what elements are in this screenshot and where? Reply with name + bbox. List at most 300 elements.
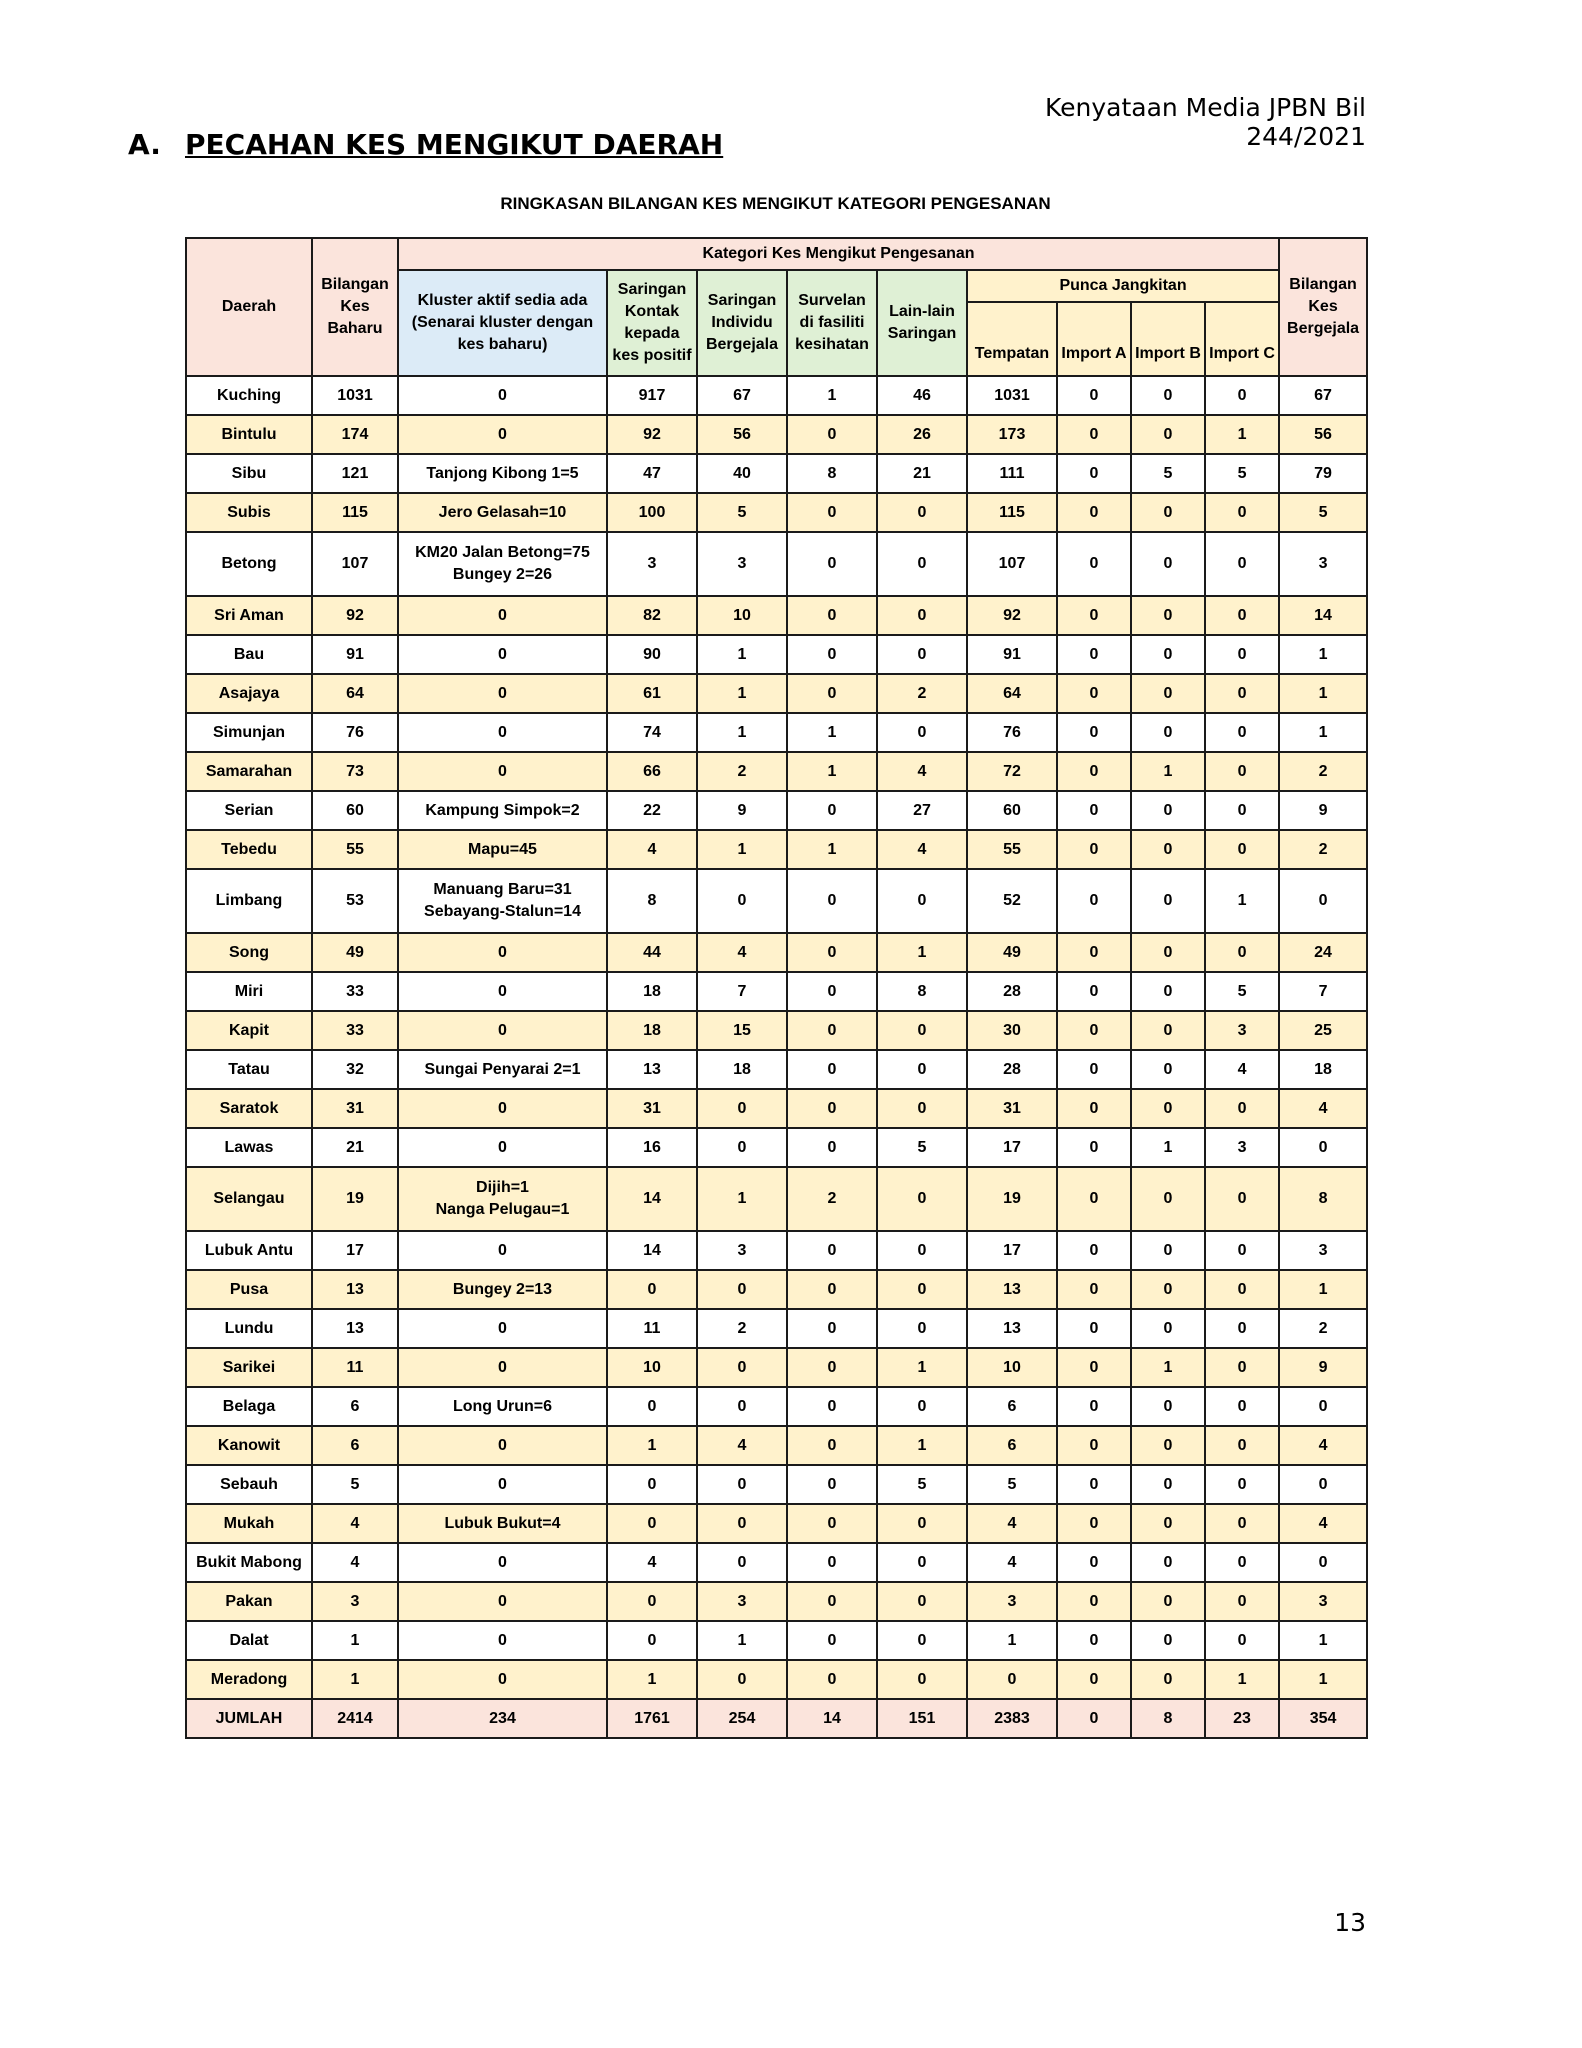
cell-import-a: 0 bbox=[1057, 1582, 1131, 1621]
cell-import-b: 0 bbox=[1131, 532, 1205, 596]
cell-bilangan-kes-bergejala: 0 bbox=[1279, 1543, 1367, 1582]
cell-saringan-kontak: 1 bbox=[607, 1660, 697, 1699]
cell-import-b: 0 bbox=[1131, 791, 1205, 830]
cell-tempatan: 52 bbox=[967, 869, 1057, 933]
cell-survelan: 0 bbox=[787, 869, 877, 933]
cell-import-b: 0 bbox=[1131, 1231, 1205, 1270]
cell-bilangan-kes-baharu: 5 bbox=[312, 1465, 398, 1504]
cell-lain-lain: 0 bbox=[877, 1504, 967, 1543]
cell-saringan-individu: 0 bbox=[697, 1089, 787, 1128]
cell-lain-lain: 1 bbox=[877, 933, 967, 972]
cell-saringan-individu: 1 bbox=[697, 635, 787, 674]
table-row bbox=[186, 454, 1367, 493]
cell-import-c: 3 bbox=[1205, 1011, 1279, 1050]
cell-bilangan-kes-bergejala: 3 bbox=[1279, 1582, 1367, 1621]
table-row bbox=[186, 596, 1367, 635]
total-cell-bilangan-kes-bergejala: 354 bbox=[1279, 1699, 1367, 1738]
cell-bilangan-kes-baharu: 107 bbox=[312, 532, 398, 596]
cell-saringan-individu: 40 bbox=[697, 454, 787, 493]
cell-bilangan-kes-bergejala: 1 bbox=[1279, 1660, 1367, 1699]
cell-kluster: 0 bbox=[398, 1309, 607, 1348]
cell-saringan-individu: 0 bbox=[697, 1465, 787, 1504]
cell-import-c: 0 bbox=[1205, 1504, 1279, 1543]
cell-import-c: 0 bbox=[1205, 376, 1279, 415]
cell-saringan-kontak: 100 bbox=[607, 493, 697, 532]
cell-lain-lain: 4 bbox=[877, 752, 967, 791]
cell-kluster: Long Urun=6 bbox=[398, 1387, 607, 1426]
cell-tempatan: 4 bbox=[967, 1504, 1057, 1543]
cell-import-b: 0 bbox=[1131, 1309, 1205, 1348]
cell-import-c: 0 bbox=[1205, 1167, 1279, 1231]
section-title: PECAHAN KES MENGIKUT DAERAH bbox=[185, 128, 724, 161]
cell-survelan: 0 bbox=[787, 1270, 877, 1309]
cell-survelan: 0 bbox=[787, 1387, 877, 1426]
cell-import-a: 0 bbox=[1057, 532, 1131, 596]
cell-bilangan-kes-baharu: 31 bbox=[312, 1089, 398, 1128]
table-row bbox=[186, 415, 1367, 454]
cell-import-c: 0 bbox=[1205, 596, 1279, 635]
header-saringan-kontak: Saringan Kontak kepada kes positif bbox=[607, 270, 697, 376]
cell-import-a: 0 bbox=[1057, 1621, 1131, 1660]
cell-import-c: 0 bbox=[1205, 933, 1279, 972]
cell-lain-lain: 0 bbox=[877, 596, 967, 635]
cell-lain-lain: 0 bbox=[877, 1660, 967, 1699]
cell-saringan-kontak: 0 bbox=[607, 1621, 697, 1660]
table-row bbox=[186, 1270, 1367, 1309]
cell-daerah: Samarahan bbox=[186, 752, 312, 791]
cell-saringan-individu: 2 bbox=[697, 752, 787, 791]
cell-saringan-individu: 4 bbox=[697, 933, 787, 972]
cell-tempatan: 64 bbox=[967, 674, 1057, 713]
cell-import-b: 0 bbox=[1131, 376, 1205, 415]
cell-daerah: Bukit Mabong bbox=[186, 1543, 312, 1582]
header-punca-jangkitan: Punca Jangkitan bbox=[967, 270, 1279, 302]
cell-survelan: 0 bbox=[787, 1543, 877, 1582]
cell-daerah: Mukah bbox=[186, 1504, 312, 1543]
cell-bilangan-kes-bergejala: 2 bbox=[1279, 830, 1367, 869]
cell-kluster: 0 bbox=[398, 1621, 607, 1660]
cell-bilangan-kes-bergejala: 1 bbox=[1279, 713, 1367, 752]
cell-lain-lain: 5 bbox=[877, 1128, 967, 1167]
cell-import-c: 4 bbox=[1205, 1050, 1279, 1089]
header-survelan: Survelan di fasiliti kesihatan bbox=[787, 270, 877, 376]
cell-kluster: 0 bbox=[398, 415, 607, 454]
cell-saringan-individu: 10 bbox=[697, 596, 787, 635]
cell-tempatan: 60 bbox=[967, 791, 1057, 830]
cell-import-c: 0 bbox=[1205, 1582, 1279, 1621]
cell-tempatan: 111 bbox=[967, 454, 1057, 493]
cell-bilangan-kes-bergejala: 56 bbox=[1279, 415, 1367, 454]
cell-daerah: Belaga bbox=[186, 1387, 312, 1426]
cell-survelan: 0 bbox=[787, 674, 877, 713]
cell-kluster: 0 bbox=[398, 1582, 607, 1621]
cell-lain-lain: 46 bbox=[877, 376, 967, 415]
cell-import-a: 0 bbox=[1057, 596, 1131, 635]
cell-import-c: 1 bbox=[1205, 869, 1279, 933]
cell-daerah: Serian bbox=[186, 791, 312, 830]
cell-import-a: 0 bbox=[1057, 674, 1131, 713]
cell-tempatan: 13 bbox=[967, 1309, 1057, 1348]
table-row bbox=[186, 1387, 1367, 1426]
cell-survelan: 0 bbox=[787, 1089, 877, 1128]
cell-lain-lain: 0 bbox=[877, 1231, 967, 1270]
cell-saringan-individu: 0 bbox=[697, 1504, 787, 1543]
cell-saringan-individu: 1 bbox=[697, 674, 787, 713]
cell-import-b: 0 bbox=[1131, 415, 1205, 454]
cell-saringan-individu: 1 bbox=[697, 713, 787, 752]
cell-lain-lain: 0 bbox=[877, 1089, 967, 1128]
total-cell-tempatan: 2383 bbox=[967, 1699, 1057, 1738]
cell-daerah: Asajaya bbox=[186, 674, 312, 713]
cell-saringan-individu: 4 bbox=[697, 1426, 787, 1465]
cell-import-c: 0 bbox=[1205, 1309, 1279, 1348]
cell-import-b: 0 bbox=[1131, 635, 1205, 674]
cell-import-b: 0 bbox=[1131, 869, 1205, 933]
cell-daerah: Lawas bbox=[186, 1128, 312, 1167]
cell-saringan-kontak: 8 bbox=[607, 869, 697, 933]
cell-tempatan: 1 bbox=[967, 1621, 1057, 1660]
cell-daerah: Meradong bbox=[186, 1660, 312, 1699]
table-row bbox=[186, 376, 1367, 415]
cell-import-b: 1 bbox=[1131, 1128, 1205, 1167]
cell-survelan: 0 bbox=[787, 1504, 877, 1543]
cell-import-b: 0 bbox=[1131, 1270, 1205, 1309]
cell-kluster: 0 bbox=[398, 1543, 607, 1582]
table-row bbox=[186, 1167, 1367, 1231]
header-daerah: Daerah bbox=[186, 238, 312, 376]
total-cell-survelan: 14 bbox=[787, 1699, 877, 1738]
cell-bilangan-kes-baharu: 1 bbox=[312, 1660, 398, 1699]
cell-bilangan-kes-bergejala: 1 bbox=[1279, 674, 1367, 713]
cell-import-a: 0 bbox=[1057, 1465, 1131, 1504]
cell-survelan: 0 bbox=[787, 1128, 877, 1167]
cell-bilangan-kes-baharu: 11 bbox=[312, 1348, 398, 1387]
total-row bbox=[186, 1699, 1367, 1738]
cell-saringan-kontak: 11 bbox=[607, 1309, 697, 1348]
cell-saringan-kontak: 61 bbox=[607, 674, 697, 713]
cell-saringan-kontak: 47 bbox=[607, 454, 697, 493]
header-saringan-individu: Saringan Individu Bergejala bbox=[697, 270, 787, 376]
cell-lain-lain: 0 bbox=[877, 1050, 967, 1089]
cell-saringan-individu: 1 bbox=[697, 1167, 787, 1231]
cell-saringan-kontak: 14 bbox=[607, 1167, 697, 1231]
cell-bilangan-kes-bergejala: 18 bbox=[1279, 1050, 1367, 1089]
cell-bilangan-kes-baharu: 91 bbox=[312, 635, 398, 674]
cell-bilangan-kes-bergejala: 14 bbox=[1279, 596, 1367, 635]
cell-lain-lain: 0 bbox=[877, 1270, 967, 1309]
cell-tempatan: 31 bbox=[967, 1089, 1057, 1128]
cell-kluster: 0 bbox=[398, 752, 607, 791]
cell-import-c: 0 bbox=[1205, 635, 1279, 674]
cell-saringan-individu: 9 bbox=[697, 791, 787, 830]
cell-kluster: Lubuk Bukut=4 bbox=[398, 1504, 607, 1543]
cell-saringan-individu: 0 bbox=[697, 1348, 787, 1387]
cell-survelan: 0 bbox=[787, 972, 877, 1011]
cell-saringan-individu: 67 bbox=[697, 376, 787, 415]
cell-daerah: Sibu bbox=[186, 454, 312, 493]
table-row bbox=[186, 713, 1367, 752]
cell-survelan: 0 bbox=[787, 933, 877, 972]
cell-tempatan: 0 bbox=[967, 1660, 1057, 1699]
cell-bilangan-kes-baharu: 4 bbox=[312, 1504, 398, 1543]
total-cell-import-c: 23 bbox=[1205, 1699, 1279, 1738]
cell-import-a: 0 bbox=[1057, 972, 1131, 1011]
cell-tempatan: 6 bbox=[967, 1426, 1057, 1465]
cell-daerah: Simunjan bbox=[186, 713, 312, 752]
cell-bilangan-kes-baharu: 13 bbox=[312, 1270, 398, 1309]
cell-daerah: Betong bbox=[186, 532, 312, 596]
cell-saringan-kontak: 31 bbox=[607, 1089, 697, 1128]
cell-saringan-individu: 0 bbox=[697, 1543, 787, 1582]
cell-tempatan: 115 bbox=[967, 493, 1057, 532]
cell-saringan-kontak: 1 bbox=[607, 1426, 697, 1465]
cell-tempatan: 6 bbox=[967, 1387, 1057, 1426]
cell-daerah: Bau bbox=[186, 635, 312, 674]
cell-lain-lain: 0 bbox=[877, 869, 967, 933]
cell-lain-lain: 26 bbox=[877, 415, 967, 454]
cell-import-c: 0 bbox=[1205, 1621, 1279, 1660]
cell-bilangan-kes-baharu: 33 bbox=[312, 1011, 398, 1050]
cell-kluster: Bungey 2=13 bbox=[398, 1270, 607, 1309]
table-row bbox=[186, 791, 1367, 830]
cell-survelan: 0 bbox=[787, 635, 877, 674]
cell-bilangan-kes-baharu: 6 bbox=[312, 1387, 398, 1426]
header-import-b: Import B bbox=[1131, 302, 1205, 376]
cell-saringan-kontak: 0 bbox=[607, 1504, 697, 1543]
cell-import-a: 0 bbox=[1057, 1128, 1131, 1167]
cell-import-a: 0 bbox=[1057, 1348, 1131, 1387]
cell-kluster: 0 bbox=[398, 635, 607, 674]
cell-import-b: 0 bbox=[1131, 1621, 1205, 1660]
table-row bbox=[186, 532, 1367, 596]
cell-import-b: 0 bbox=[1131, 933, 1205, 972]
cell-bilangan-kes-baharu: 55 bbox=[312, 830, 398, 869]
table-row bbox=[186, 1050, 1367, 1089]
total-cell-kluster: 234 bbox=[398, 1699, 607, 1738]
cell-survelan: 0 bbox=[787, 596, 877, 635]
cell-tempatan: 28 bbox=[967, 972, 1057, 1011]
cell-lain-lain: 0 bbox=[877, 1167, 967, 1231]
cell-bilangan-kes-bergejala: 1 bbox=[1279, 1270, 1367, 1309]
cell-tempatan: 10 bbox=[967, 1348, 1057, 1387]
header-bilangan-kes-baharu: Bilangan Kes Baharu bbox=[312, 238, 398, 376]
cell-import-c: 5 bbox=[1205, 972, 1279, 1011]
cell-daerah: Limbang bbox=[186, 869, 312, 933]
cell-saringan-individu: 3 bbox=[697, 1231, 787, 1270]
cell-saringan-kontak: 0 bbox=[607, 1582, 697, 1621]
cell-lain-lain: 0 bbox=[877, 1309, 967, 1348]
table-body bbox=[186, 376, 1367, 1738]
cell-lain-lain: 0 bbox=[877, 1387, 967, 1426]
cell-bilangan-kes-bergejala: 67 bbox=[1279, 376, 1367, 415]
cell-bilangan-kes-bergejala: 4 bbox=[1279, 1089, 1367, 1128]
cell-saringan-individu: 7 bbox=[697, 972, 787, 1011]
cell-import-b: 0 bbox=[1131, 1387, 1205, 1426]
cell-daerah: Subis bbox=[186, 493, 312, 532]
total-cell-import-b: 8 bbox=[1131, 1699, 1205, 1738]
cell-daerah: Saratok bbox=[186, 1089, 312, 1128]
cell-import-a: 0 bbox=[1057, 1504, 1131, 1543]
cell-survelan: 8 bbox=[787, 454, 877, 493]
cell-tempatan: 30 bbox=[967, 1011, 1057, 1050]
cell-tempatan: 72 bbox=[967, 752, 1057, 791]
cell-survelan: 0 bbox=[787, 1582, 877, 1621]
cell-lain-lain: 4 bbox=[877, 830, 967, 869]
cell-bilangan-kes-bergejala: 2 bbox=[1279, 1309, 1367, 1348]
cell-kluster: Dijih=1 Nanga Pelugau=1 bbox=[398, 1167, 607, 1231]
cell-saringan-kontak: 4 bbox=[607, 1543, 697, 1582]
cell-import-b: 0 bbox=[1131, 1582, 1205, 1621]
cell-tempatan: 5 bbox=[967, 1465, 1057, 1504]
cell-bilangan-kes-bergejala: 9 bbox=[1279, 1348, 1367, 1387]
table-row bbox=[186, 933, 1367, 972]
cell-lain-lain: 1 bbox=[877, 1426, 967, 1465]
cell-bilangan-kes-bergejala: 5 bbox=[1279, 493, 1367, 532]
cell-import-c: 0 bbox=[1205, 532, 1279, 596]
cell-saringan-kontak: 18 bbox=[607, 1011, 697, 1050]
cell-import-b: 0 bbox=[1131, 1426, 1205, 1465]
cell-tempatan: 173 bbox=[967, 415, 1057, 454]
cell-import-a: 0 bbox=[1057, 635, 1131, 674]
cell-bilangan-kes-baharu: 4 bbox=[312, 1543, 398, 1582]
cell-bilangan-kes-bergejala: 1 bbox=[1279, 1621, 1367, 1660]
header-bilangan-kes-bergejala: Bilangan Kes Bergejala bbox=[1279, 238, 1367, 376]
cell-daerah: Lundu bbox=[186, 1309, 312, 1348]
header-kategori: Kategori Kes Mengikut Pengesanan bbox=[398, 238, 1279, 270]
cell-import-b: 0 bbox=[1131, 1167, 1205, 1231]
cell-import-b: 5 bbox=[1131, 454, 1205, 493]
cell-import-a: 0 bbox=[1057, 791, 1131, 830]
cell-kluster: Jero Gelasah=10 bbox=[398, 493, 607, 532]
cell-saringan-individu: 1 bbox=[697, 1621, 787, 1660]
cell-lain-lain: 27 bbox=[877, 791, 967, 830]
cell-bilangan-kes-bergejala: 7 bbox=[1279, 972, 1367, 1011]
cell-lain-lain: 0 bbox=[877, 635, 967, 674]
cell-lain-lain: 2 bbox=[877, 674, 967, 713]
cell-saringan-individu: 3 bbox=[697, 1582, 787, 1621]
cell-import-c: 1 bbox=[1205, 1660, 1279, 1699]
cell-bilangan-kes-bergejala: 3 bbox=[1279, 1231, 1367, 1270]
cell-saringan-individu: 2 bbox=[697, 1309, 787, 1348]
cell-survelan: 0 bbox=[787, 493, 877, 532]
cell-survelan: 0 bbox=[787, 1465, 877, 1504]
cell-import-a: 0 bbox=[1057, 1543, 1131, 1582]
cell-lain-lain: 5 bbox=[877, 1465, 967, 1504]
cell-bilangan-kes-baharu: 33 bbox=[312, 972, 398, 1011]
cell-import-c: 0 bbox=[1205, 493, 1279, 532]
total-cell-bilangan-kes-baharu: 2414 bbox=[312, 1699, 398, 1738]
cell-bilangan-kes-bergejala: 2 bbox=[1279, 752, 1367, 791]
cell-kluster: Manuang Baru=31 Sebayang-Stalun=14 bbox=[398, 869, 607, 933]
cell-import-c: 5 bbox=[1205, 454, 1279, 493]
cell-tempatan: 92 bbox=[967, 596, 1057, 635]
cell-import-c: 1 bbox=[1205, 415, 1279, 454]
cell-bilangan-kes-baharu: 13 bbox=[312, 1309, 398, 1348]
cell-import-b: 0 bbox=[1131, 1660, 1205, 1699]
cell-bilangan-kes-bergejala: 4 bbox=[1279, 1504, 1367, 1543]
cell-import-b: 0 bbox=[1131, 1504, 1205, 1543]
cell-import-b: 1 bbox=[1131, 752, 1205, 791]
cell-kluster: 0 bbox=[398, 596, 607, 635]
cell-tempatan: 19 bbox=[967, 1167, 1057, 1231]
table-row bbox=[186, 635, 1367, 674]
cell-survelan: 0 bbox=[787, 1348, 877, 1387]
cell-saringan-kontak: 0 bbox=[607, 1270, 697, 1309]
cell-lain-lain: 0 bbox=[877, 1011, 967, 1050]
cell-kluster: Kampung Simpok=2 bbox=[398, 791, 607, 830]
cell-import-a: 0 bbox=[1057, 1309, 1131, 1348]
cell-lain-lain: 0 bbox=[877, 532, 967, 596]
cell-tempatan: 3 bbox=[967, 1582, 1057, 1621]
cell-bilangan-kes-bergejala: 0 bbox=[1279, 1128, 1367, 1167]
cell-tempatan: 1031 bbox=[967, 376, 1057, 415]
table-title: RINGKASAN BILANGAN KES MENGIKUT KATEGORI PENGESANAN bbox=[500, 194, 1051, 213]
cell-import-a: 0 bbox=[1057, 1050, 1131, 1089]
cell-kluster: 0 bbox=[398, 376, 607, 415]
total-cell-daerah: JUMLAH bbox=[186, 1699, 312, 1738]
cell-import-c: 0 bbox=[1205, 1231, 1279, 1270]
cell-saringan-kontak: 16 bbox=[607, 1128, 697, 1167]
cell-lain-lain: 0 bbox=[877, 1621, 967, 1660]
cell-bilangan-kes-bergejala: 3 bbox=[1279, 532, 1367, 596]
cell-import-a: 0 bbox=[1057, 1660, 1131, 1699]
document-reference: Kenyataan Media JPBN Bil 244/2021 bbox=[1044, 93, 1366, 151]
table-row bbox=[186, 493, 1367, 532]
cell-bilangan-kes-baharu: 92 bbox=[312, 596, 398, 635]
table-row bbox=[186, 1582, 1367, 1621]
cell-lain-lain: 8 bbox=[877, 972, 967, 1011]
table-row bbox=[186, 1128, 1367, 1167]
cell-bilangan-kes-bergejala: 0 bbox=[1279, 1387, 1367, 1426]
cell-bilangan-kes-bergejala: 9 bbox=[1279, 791, 1367, 830]
cell-import-a: 0 bbox=[1057, 752, 1131, 791]
cell-bilangan-kes-baharu: 1 bbox=[312, 1621, 398, 1660]
cell-bilangan-kes-bergejala: 8 bbox=[1279, 1167, 1367, 1231]
cell-survelan: 0 bbox=[787, 1426, 877, 1465]
cell-bilangan-kes-baharu: 6 bbox=[312, 1426, 398, 1465]
cell-survelan: 0 bbox=[787, 1660, 877, 1699]
cell-bilangan-kes-baharu: 53 bbox=[312, 869, 398, 933]
table-row bbox=[186, 1309, 1367, 1348]
cell-kluster: 0 bbox=[398, 1011, 607, 1050]
cell-tempatan: 17 bbox=[967, 1128, 1057, 1167]
cell-saringan-kontak: 4 bbox=[607, 830, 697, 869]
table-row bbox=[186, 1426, 1367, 1465]
cell-import-b: 0 bbox=[1131, 1465, 1205, 1504]
cell-tempatan: 76 bbox=[967, 713, 1057, 752]
cell-kluster: 0 bbox=[398, 1660, 607, 1699]
cell-bilangan-kes-bergejala: 24 bbox=[1279, 933, 1367, 972]
cell-bilangan-kes-baharu: 21 bbox=[312, 1128, 398, 1167]
table-row bbox=[186, 1089, 1367, 1128]
cell-daerah: Tatau bbox=[186, 1050, 312, 1089]
cell-kluster: 0 bbox=[398, 933, 607, 972]
total-cell-saringan-individu: 254 bbox=[697, 1699, 787, 1738]
cell-import-a: 0 bbox=[1057, 1231, 1131, 1270]
cell-lain-lain: 0 bbox=[877, 493, 967, 532]
table-row bbox=[186, 869, 1367, 933]
header-kluster: Kluster aktif sedia ada (Senarai kluster dengan kes baharu) bbox=[398, 270, 607, 376]
cell-kluster: 0 bbox=[398, 713, 607, 752]
cell-bilangan-kes-baharu: 19 bbox=[312, 1167, 398, 1231]
cell-bilangan-kes-baharu: 64 bbox=[312, 674, 398, 713]
cell-daerah: Miri bbox=[186, 972, 312, 1011]
cell-import-c: 0 bbox=[1205, 1387, 1279, 1426]
table-row bbox=[186, 1011, 1367, 1050]
cell-saringan-individu: 56 bbox=[697, 415, 787, 454]
header-import-a: Import A bbox=[1057, 302, 1131, 376]
cell-import-a: 0 bbox=[1057, 454, 1131, 493]
